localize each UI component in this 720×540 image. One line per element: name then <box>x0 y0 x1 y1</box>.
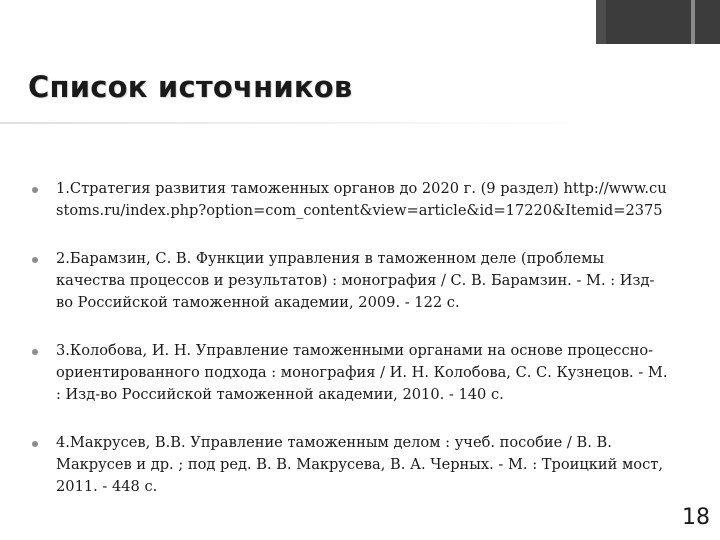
list-item <box>30 340 670 406</box>
sources-list <box>30 178 670 524</box>
top-accent-block-inner <box>606 0 720 44</box>
slide-number: 18 <box>682 505 710 530</box>
source-text: 4.Макрусев, В.В. Управление таможенным делом : учеб. пособие / В. В. Макрусев и др. ; под ред. В. В. Макрусева, В. А. Черных. - М. : Троицкий мост, 2011. - 448 с. <box>56 434 663 495</box>
list-item <box>30 178 670 222</box>
title-underline <box>0 122 600 124</box>
page-title: Список источников <box>28 70 353 104</box>
list-item <box>30 432 670 498</box>
top-accent-stripe <box>691 0 695 44</box>
bullet-icon <box>32 441 38 447</box>
title-area <box>0 58 720 128</box>
top-decoration-bar <box>0 0 720 44</box>
bullet-icon <box>32 187 38 193</box>
source-text: 1.Стратегия развития таможенных органов до 2020 г. (9 раздел) http://www.customs.ru/index.php?option=com_content&view=article&id=17220&Itemid=2375 <box>56 180 667 219</box>
list-item <box>30 248 670 314</box>
bullet-icon <box>32 257 38 263</box>
bullet-icon <box>32 349 38 355</box>
source-text: 3.Колобова, И. Н. Управление таможенными органами на основе процессно-ориентированного подхода : монография / И. Н. Колобова, С. С. Кузнецов. - М. : Изд-во Российской таможенной академии, 2010. - 140 с. <box>56 342 668 403</box>
source-text: 2.Барамзин, С. В. Функции управления в таможенном деле (проблемы качества процессов и результатов) : монография / С. В. Барамзин. - М. : Изд-во Российской таможенной академии, 2009. - 122 с. <box>56 250 655 311</box>
